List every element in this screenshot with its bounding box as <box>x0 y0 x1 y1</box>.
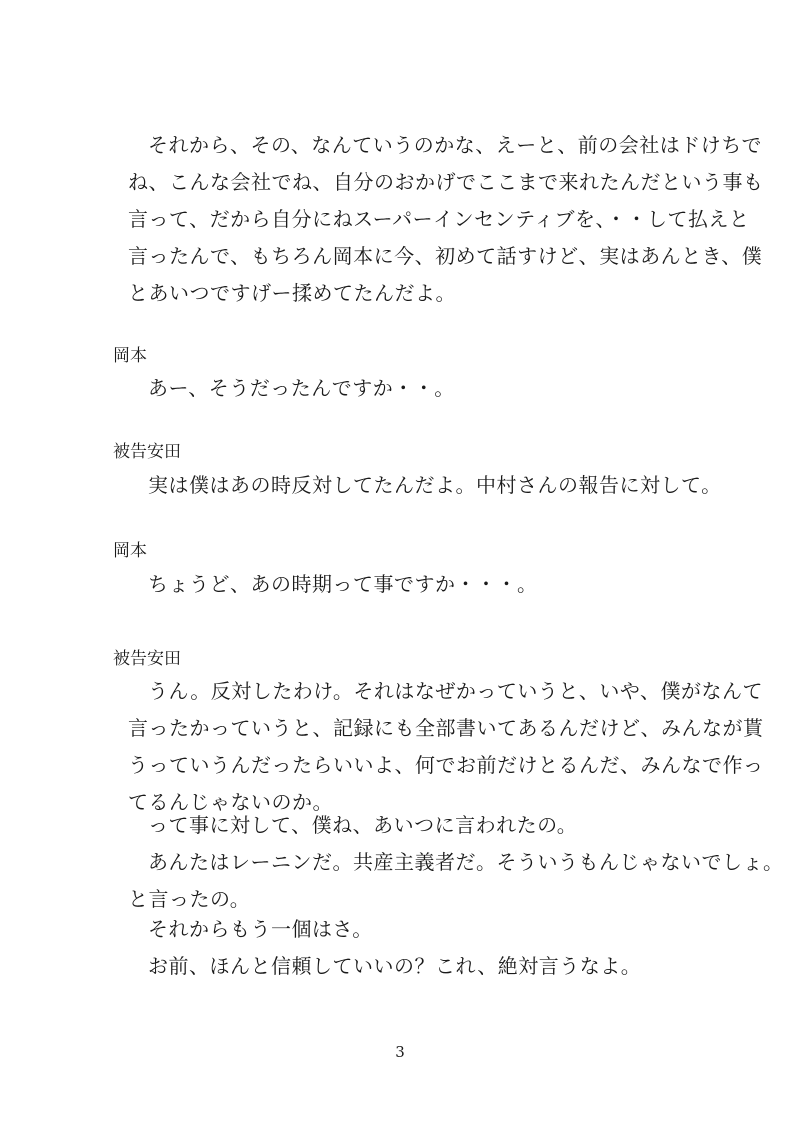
speech-line: あー、そうだったんですか・・。 <box>148 376 455 400</box>
speech-line: と言ったの。 <box>128 887 251 911</box>
speech-line: 実は僕はあの時反対してたんだよ。中村さんの報告に対して。 <box>148 473 722 497</box>
speech-line: 言ったかっていうと、記録にも全部書いてあるんだけど、みんなが貰 <box>128 716 764 740</box>
speech-line: あんたはレーニンだ。共産主義者だ。そういうもんじゃないでしょ。 <box>148 850 784 874</box>
speech-line: うん。反対したわけ。それはなぜかっていうと、いや、僕がなんて <box>148 679 763 703</box>
speech-line: お前、ほんと信頼していいの？これ、絶対言うなよ。 <box>148 954 642 978</box>
speech-line: って事に対して、僕ね、あいつに言われたの。 <box>148 813 578 837</box>
speaker-label: 被告安田 <box>113 649 181 669</box>
speech-line: うっていうんだったらいいよ、何でお前だけとるんだ、みんなで作っ <box>128 753 764 777</box>
speech-line: それからもう一個はさ。 <box>148 917 373 941</box>
speaker-label: 岡本 <box>113 346 147 366</box>
speech-line: ちょうど、あの時期って事ですか・・・。 <box>148 572 538 596</box>
speaker-label: 岡本 <box>113 541 147 561</box>
paragraph-line: それから、その、なんていうのかな、えーと、前の会社はドけちで <box>148 133 762 157</box>
page-number: 3 <box>395 1043 405 1061</box>
paragraph-line: ね、こんな会社でね、自分のおかげでここまで来れたんだという事も <box>128 170 764 194</box>
paragraph-line: とあいつですげー揉めてたんだよ。 <box>128 281 456 305</box>
paragraph-line: 言ったんで、もちろん岡本に今、初めて話すけど、実はあんとき、僕 <box>128 244 763 268</box>
speech-line: てるんじゃないのか。 <box>128 790 333 814</box>
paragraph-line: 言って、だから自分にねスーパーインセンティブを、・・して払えと <box>128 207 750 231</box>
speaker-label: 被告安田 <box>113 442 181 462</box>
